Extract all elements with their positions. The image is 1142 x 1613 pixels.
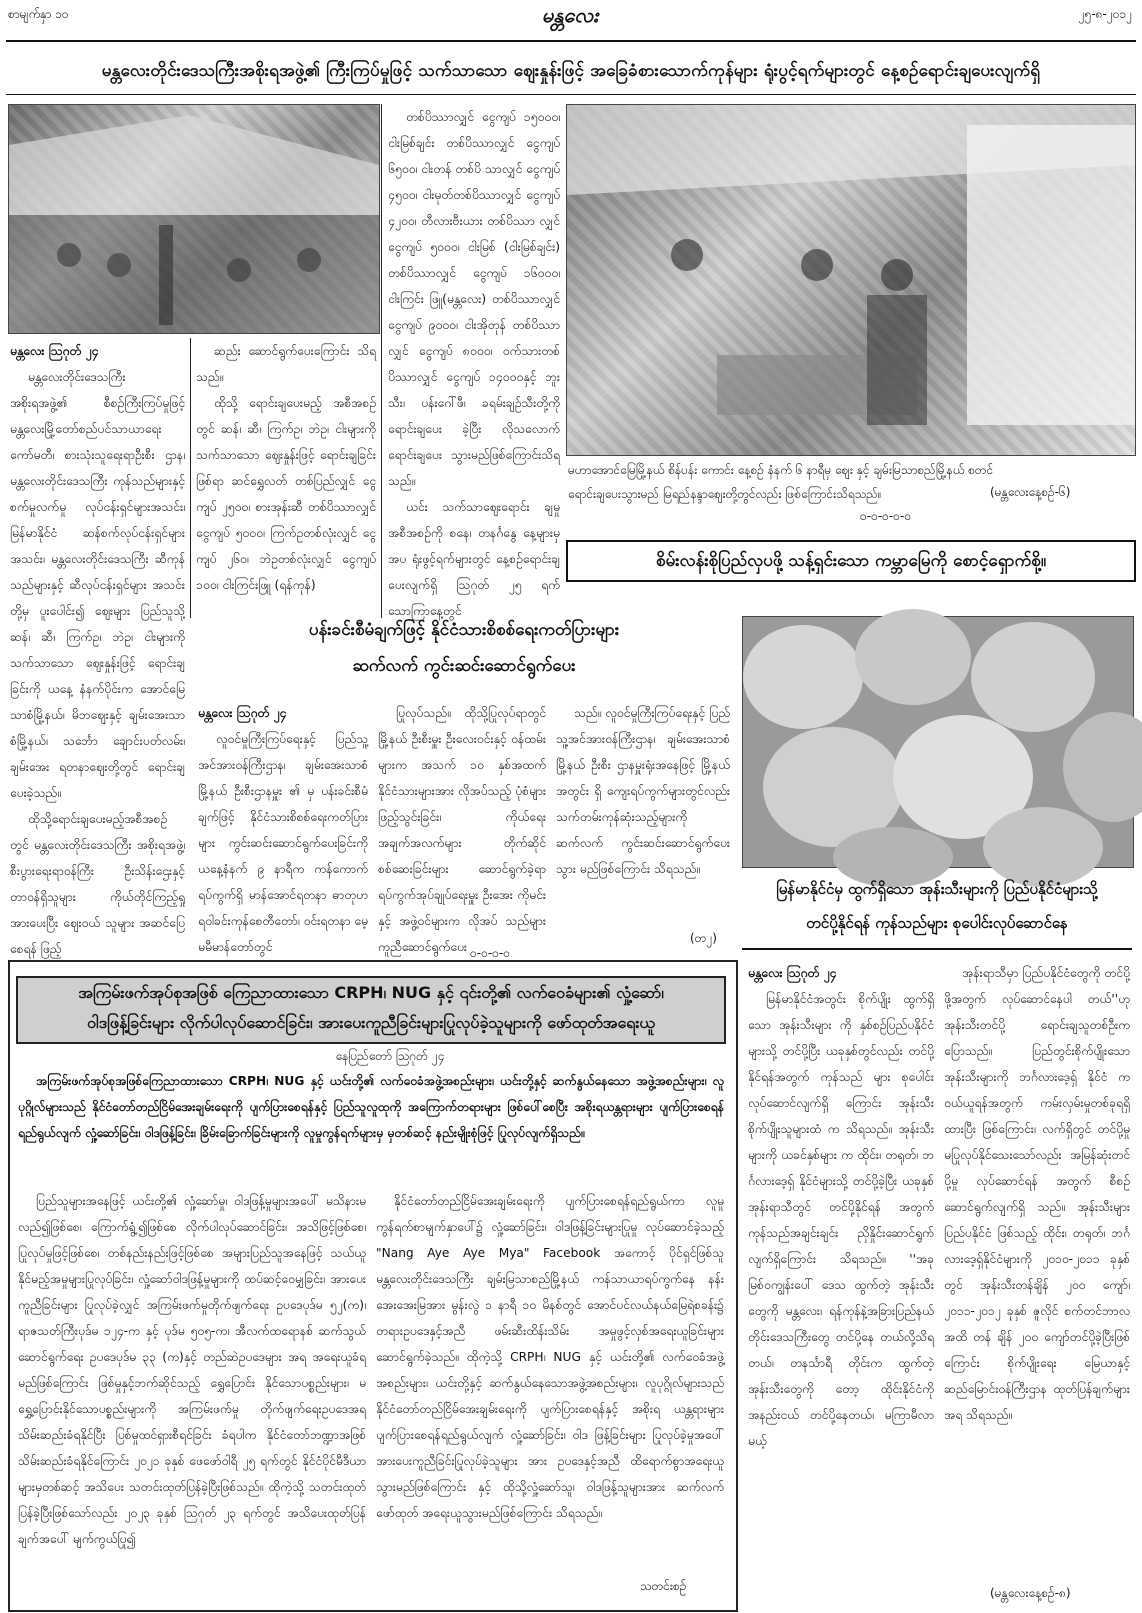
story3-column-2 (944, 960, 1130, 1580)
paragraph: နိုင်ငံတော်တည်ငြိမ်အေးချမ်းရေးကို ပျက်ပြားစေရန်ရည်ရွယ်ကာ လူမှုကွန်ရက်စာမျက်နှာပေါ်၌ လှုံ့ဆော်ခြင်း၊ ဝါဒဖြန့်ခြင်းများပြုမှု လုပ်ဆောင်ခဲ့သည့် "Nang Aye Aye Mya" Facebook အကောင့် ပိုင်ရှင်ဖြစ်သူ မန္တလေးတိုင်းဒေသကြီး ချမ်းမြသာစည်မြို့နယ် ကန်သာယာရပ်ကွက်နေ နန်းအေးအေးမြအား မွန်းလွဲ ၁ နာရီ ၁၀ မိနစ်တွင် အောင်ပင်လယ်နယ်မြေရဲစခန်း၌ တရားဥပဒေနှင့်အညီ ဖမ်းဆီးထိန်းသိမ်း အမှုဖွင့်လှစ်အရေးယူခြင်းများ ဆောင်ရွက်ခဲ့သည်။ ထိုကဲ့သို့ CRPH၊ NUG နှင့် ယင်းတို့၏ လက်ဝေခံအဖွဲ့အစည်းများ၊ ယင်းတို့နှင့် ဆက်နွယ်နေသောအဖွဲ့အစည်းများ၊ လူပုဂ္ဂိုလ်များသည် နိုင်ငံတော်တည်ငြိမ်အေးချမ်းရေးကို ပျက်ပြားစေရန်နှင့် အစိုးရ ယန္တရားများ ပျက်ပြားစေရန်ရည်ရွယ်လျက် လှုံ့ဆော်ခြင်း၊ ဝါဒ ဖြန့်ခြင်းများ ပြုလုပ်ခဲ့မှုအပေါ် အားပေးကူညီခြင်းပြုလုပ်ခဲ့သူများ အား ဥပဒေနှင့်အညီ ထိရောက်စွာအရေးယူသွားမည်ဖြစ်ကြောင်း နှင့် ထိုသို့လှုံ့ဆော်သူ၊ ဝါဒဖြန့်သူများအား ဆက်လက်ဖော်ထုတ် အရေးယူသွားမည်ဖြစ်ကြောင်း သိရသည်။ (376, 1194, 724, 1520)
officials-photo-caption: မဟာအောင်မြေမြို့နယ် စိန်ပန်း ကောင်း နေ့စဉ် နံနက် ၆ နာရီမှ ဈေး နှင့် ချမ်းမြသာစည်မြို့နယ် စတင် ရောင်းချပေးသွားမည် မြရည်နန္ဒာဈေးတို့တွင်လည်း ဖြစ်ကြောင်းသိရသည်။ (568, 463, 994, 501)
story3-dateline: မန္တလေး ဩဂုတ် ၂၄ (748, 966, 837, 980)
story4-column-1 (18, 1188, 366, 1600)
story4-credit: သတင်းစဉ် (640, 1579, 687, 1593)
headline-line: ပန်းခင်းစီမံချက်ဖြင့် နိုင်ငံသားစိစစ်ရေးကတ်ပြားများ (308, 620, 620, 640)
paragraph: ပြုလုပ်သည်။ ထိုသို့ပြုလုပ်ရာတွင် မြို့နယ် ဦးစီးမှူး ဦးလေးဝင်းနှင့် ဝန်ထမ်း များက အသက် ၁၀ နှစ်အထက် နိုင်ငံသားများအား လိုအပ်သည့် ပုံစံများဖြည့်သွင်းခြင်း၊ ကိုယ်ရေး အချက်အလက်များ တိုက်ဆိုင် စစ်ဆေးခြင်းများ ဆောင်ရွက်ခဲ့ရာ ရပ်ကွက်အုပ်ချုပ်ရေးမှူး ဦးအေး ကိုမင်းနှင့် အဖွဲ့ဝင်များက လိုအပ် သည်များ ကူညီဆောင်ရွက်ပေး (378, 706, 546, 954)
issue-date: ၂၅-၈-၂၀၁၂ (1078, 7, 1132, 21)
story1-column-3 (388, 104, 560, 618)
market-photo (8, 104, 380, 334)
headline-line: ဆက်လက် ကွင်းဆင်းဆောင်ရွက်ပေး (352, 656, 576, 676)
headline-line: မြန်မာနိုင်ငံမှ ထွက်ရှိသော အုန်းသီးများကို ပြည်ပနိုင်ငံများသို့ (776, 880, 1098, 898)
story1-headline: မန္တလေးတိုင်းဒေသကြီးအစိုးရအဖွဲ့၏ ကြီးကြပ်မှုဖြင့် သက်သာသော ဈေးနှုန်းဖြင့် အခြေခံစားသောက်ကုန်များ ရုံးပွင့်ရက်များတွင် နေ့စဉ်ရောင်းချပေးလျက်ရှိ (101, 61, 1041, 81)
paragraph: တစ်ပိဿာလျှင် ငွေကျပ် ၁၅၀၀၀၊ ငါးမြစ်ချင်း တစ်ပိဿာလျှင် ငွေကျပ် ၆၅၀၀၊ ငါးတန် တစ်ပိ သာလျှင် ငွေကျပ် ၄၅၀၀၊ ငါးမုတ်တစ်ပိဿာလျှင် ငွေကျပ် ၄၂၀၀၊ တီလားဗီးယား တစ်ပိဿာ လျှင် ငွေကျပ် ၅၀၀၀၊ ငါးမြစ် (ငါးမြစ်ချင်း) တစ်ပိဿာလျှင် ငွေကျပ် ၁၆၀၀၀၊ ငါးကြင်း ဖြူ(မန္တလေး) တစ်ပိဿာလျှင် ငွေကျပ် ၉၀၀၀၊ ငါးအိုတုန် တစ်ပိဿာလျှင် ငွေကျပ် ၈၀၀၀၊ ဝက်သားတစ်ပိဿာလျှင် ငွေကျပ် ၁၄၀၀၀နှင့် ဘူးသီး၊ ပန်းဂေါ်ဖီ၊ ခရမ်းချဉ်သီးတို့ကို ရောင်းချပေး ခဲ့ပြီး လိုသလောက် ရောင်းချပေး သွားမည်ဖြစ်ကြောင်းသိရသည်။ (388, 110, 560, 488)
story2-credit: (တ၂) (690, 931, 717, 945)
column-rule (190, 338, 191, 618)
end-mark: ၀-၀-၀-၀ (470, 946, 510, 960)
end-mark: ၀-၀-၀-၀-၀ (860, 509, 912, 523)
paragraph: အုန်းရာသီမှာ ပြည်ပနိုင်ငံတွေကို တင်ပို့ဖို့အတွက် လုပ်ဆောင်နေပါ တယ်''ဟု အုန်းသီးတင်ပို့ ရောင်းချသူတစ်ဦးကပြောသည်။ ပြည်တွင်းစိုက်ပျိုးသော အုန်းသီးများကို ဘင်္ဂလားဒေ့ရှ် နိုင်ငံ က ဝယ်ယူရန်အတွက် ကမ်းလှမ်းမှုတစ်ခုရရှိထားပြီး ဖြစ်ကြောင်း၊ လက်ရှိတွင် တင်ပို့မှု မပြုလုပ်နိုင်သေးသော်လည်း အမြန်ဆုံးတင်ပို့မှု လုပ်ဆောင်ရန် အတွက် စီစဉ်ဆောင်ရွက်လျက်ရှိ သည်။ အုန်းသီးများ ပြည်ပနိုင်ငံ ဖြစ်သည့် ထိုင်း၊ တရုတ်၊ ဘင်္ဂလားဒေ့ရှ်နိုင်ငံများကို ၂၀၁၀-၂၀၁၁ ခုနှစ်တွင် အုန်းသီးတန်ချိန် ၂၀၀ ကျော်၊ ၂၀၁၁-၂၀၁၂ ခုနှစ် ဇူလိုင် စက်တင်ဘာလအထိ တန် ချိန် ၂၀၀ ကျော်တင်ပို့ခဲ့ပြီးဖြစ် ကြောင်း စိုက်ပျိုးရေး မြေယာနှင့် ဆည်မြောင်းဝန်ကြီးဌာန ထုတ်ပြန်ချက်များအရ သိရသည်။ (944, 966, 1130, 1422)
story3-credit: (မန္တလေးနေ့စဉ်-၈) (990, 1586, 1071, 1600)
story4-column-2 (376, 1188, 724, 1558)
headline-line: အကြမ်းဖက်အုပ်စုအဖြစ် ကြေညာထားသော CRPH၊ NUG နှင့် ၎င်းတို့၏ လက်ဝေခံများ၏ လှုံ့ဆော်၊ (78, 983, 664, 1002)
paragraph: မြန်မာနိုင်ငံအတွင်း စိုက်ပျိုး ထွက်ရှိသော အုန်းသီးများ ကို နှစ်စဉ်ပြည်ပနိုင်ငံများသို့ တင်ပို့ပြီး ယခုနှစ်တွင်လည်း တင်ပို့နိုင်ရန်အတွက် ကုန်သည် များ စုပေါင်းလုပ်ဆောင်လျက်ရှိ ကြောင်း အုန်းသီးစိုက်ပျိုးသူများထံ က သိရသည်။ အုန်းသီးများကို ယခင်နှစ်များ က ထိုင်း၊ တရုတ်၊ ဘင်္ဂလားဒေ့ရှ် နိုင်ငံများသို့ တင်ပို့ခဲ့ပြီး ယခုနှစ် အုန်းရာသီတွင် တင်ပို့နိုင်ရန် အတွက် ကုန်သည်အချင်းချင်း ညှိနှိုင်းဆောင်ရွက်လျက်ရှိကြောင်း သိရသည်။ ''အခု မြစ်ဝကျွန်းပေါ် ဒေသ ထွက်တဲ့ အုန်းသီးတွေကို မန္တလေး၊ ရန်ကုန်နဲ့အခြားပြည်နယ် တိုင်းဒေသကြီးတွေ တင်ပို့နေ တယ်လို့သိရတယ်၊ တနင်္သာရီ တိုင်းက ထွက်တဲ့ အုန်းသီးတွေကို တော့ ထိုင်းနိုင်ငံကိုအနည်းငယ် တင်ပို့နေတယ်၊ မကြာမီလာမယ့် (748, 992, 934, 1448)
paragraph: ယင်း သက်သာဈေးရောင်း ချမှုအစီအစဉ်ကို စနေ၊ တနင်္ဂနွေ နေ့များမှအပ ရုံးဖွင့်ရက်များတွင် နေ့စဉ်ရောင်းချပေးလျက်ရှိ ဩဂုတ် ၂၅ ရက် သောကြာနေ့တွင် (388, 500, 560, 618)
story2-dateline: မန္တလေး ဩဂုတ် ၂၄ (198, 706, 287, 720)
story4-headline (16, 976, 726, 1044)
story3-headline (742, 872, 1132, 950)
paragraph: အကြမ်းဖက်အုပ်စုအဖြစ်ကြေညာထားသော CRPH၊ NUG နှင့် ယင်းတို့၏ လက်ဝေခံအဖွဲ့အစည်းများ၊ ယင်းတို့နှင့် ဆက်နွယ်နေသော အဖွဲ့အစည်းများ၊ လူပုဂ္ဂိုလ်များသည် နိုင်ငံတော်တည်ငြိမ်အေးချမ်းရေးကို ပျက်ပြားစေရန်နှင့် ပြည်သူလူထုကို အကြောက်တရားများ ဖြစ်ပေါ်စေပြီး အစိုးရယန္တရားများ ပျက်ပြားစေရန်ရည်ရွယ်လျက် လှုံ့ဆော်ခြင်း၊ ဝါဒဖြန့်ခြင်း၊ ခြိမ်းခြောက်ခြင်းများကို လူမှုကွန်ရက်များမှ မှတစ်ဆင့် နည်းမျိုးစုံဖြင့် ပြုလုပ်လျက်ရှိသည်။ (18, 1074, 724, 1140)
masthead-logo: မန္တလေး (541, 3, 599, 27)
story3-column-1 (748, 960, 934, 1604)
paragraph: ထိုသို့ရောင်းချပေးမည့်အစီအစဉ် တွင် မန္တလေးတိုင်းဒေသကြီး အစိုးရအဖွဲ့၊ စီးပွားရေးရာဝန်ကြီး ဦးသိန်းဌေးနှင့် တာဝန်ရှိသူများ ကိုယ်တိုင်ကြည့်ရှုအားပေးပြီး ဈေးဝယ် သူများ အဆင်ပြေစေရန် ဖြည့် (10, 812, 185, 956)
story4-dateline: နေပြည်တော် ဩဂုတ် ၂၄ (335, 1049, 445, 1063)
paragraph: ဆည်း ဆောင်ရွက်ပေးကြောင်း သိရသည်။ (196, 344, 376, 384)
paragraph: မန္တလေးတိုင်းဒေသကြီး အစိုးရအဖွဲ့၏ စီစဉ်ကြီးကြပ်မှုဖြင့် မန္တလေးမြို့တော်စည်ပင်သာယာရေး ကော်မတီ၊ စားသုံးသူရေးရာဦးစီး ဌာန၊ မန္တလေးတိုင်းဒေသကြီး ကုန်သည်များနှင့် စက်မှုလက်မှု လုပ်ငန်းရှင်များအသင်း၊ မြန်မာနိုင်ငံ ဆန်စက်လုပ်ငန်းရှင်များအသင်း၊ မန္တလေးတိုင်းဒေသကြီး ဆီကုန် သည်များနှင့် ဆီလုပ်ငန်းရှင်များ အသင်းတို့မှ ပူးပေါင်း၍ ဈေးများ ပြည်သူသို့ ဆန်၊ ဆီ၊ ကြက်ဥ၊ ဘဲဥ၊ ငါးများကို သက်သာသော ဈေးနှုန်းဖြင့် ရောင်းချခြင်းကို ယနေ့ နံနက်ပိုင်းက အောင်မြေ သာစံမြို့နယ်၊ မိဘဈေးနှင့် ချမ်းအေးသာစံမြို့နယ်၊ သင်္ဘော ချောင်းပတ်လမ်း၊ ချမ်းအေး ရတနာဈေးတို့တွင် ရောင်းချ ပေးခဲ့သည်။ (10, 370, 185, 800)
column-rule (381, 104, 382, 618)
headline-line: တင်ပို့နိုင်ရန် ကုန်သည်များ စုပေါင်းလုပ်ဆောင်နေ (806, 914, 1068, 932)
headline-line: ဝါဒဖြန့်ခြင်းများ လိုက်ပါလုပ်ဆောင်ခြင်း၊ အားပေးကူညီခြင်းများပြုလုပ်ခဲ့သူများကို ဖော်ထုတ်အရေးယူ (87, 1013, 655, 1032)
officials-photo (566, 104, 1136, 456)
story2-column-3 (556, 700, 730, 930)
paragraph: လူဝင်မှုကြီးကြပ်ရေးနှင့် ပြည်သူ့အင်အားဝန်ကြီးဌာန၊ ချမ်းအေးသာစံမြို့နယ် ဦးစီးဌာနမှူး ၏ မှ ပန်းခင်းစီမံချက်ဖြင့် နိုင်ငံသားစိစစ်ရေးကတ်ပြားများ ကွင်းဆင်းဆောင်ရွက်ပေးခြင်းကို ယနေ့နံနက် ၉ နာရီက ကန်ကောက် ရပ်ကွက်ရှိ မာန်အောင်ရတနာ ဓာတုဟရဝါခင်းကုန်စေတီတော်၊ ဝင်းရတနာ မေ့မမီမာန်တော်တွင် (198, 732, 368, 954)
coconut-photo (742, 616, 1134, 868)
story2-column-1 (198, 700, 368, 954)
story2-headline (196, 612, 732, 692)
paragraph: သည်။ လူဝင်မှုကြီးကြပ်ရေးနှင့် ပြည်သူ့အင်အားဝန်ကြီးဌာန၊ ချမ်းအေးသာစံမြို့နယ် ဦးစီး ဌာနမှူးရုံးအနေဖြင့် မြို့နယ်အတွင်း ရှိ ကျေးရပ်ကွက်များတွင်လည်း သက်တမ်းကုန်ဆုံးသည့်များကိုဆက်လက် ကွင်းဆင်းဆောင်ရွက်ပေးသွား မည်ဖြစ်ကြောင်း သိရသည်။ (556, 706, 730, 876)
divider (6, 94, 1136, 95)
story1-column-2 (196, 338, 376, 618)
photo-credit: (မန္တလေးနေ့စဉ်-၆) (990, 485, 1071, 499)
paragraph: ထိုသို့ ရောင်းချပေးမည့် အစီအစဉ်တွင် ဆန်၊ ဆီ၊ ကြက်ဥ၊ ဘဲဥ၊ ငါးများကို သက်သာသော ဈေးနှုန်းဖြင့် ရောင်းချခြင်းဖြစ်ရာ ဆင်ရွှေလတ် တစ်ပြည်လျှင် ငွေကျပ် ၂၅၀၀၊ စားအုန်းဆီ တစ်ပိဿာလျှင် ငွေကျပ် ၅၀၀၀၊ ကြက်ဥတစ်လုံးလျှင် ငွေကျပ် ၂၆၀၊ ဘဲဥတစ်လုံးလျှင် ငွေကျပ် ၁၀၀၊ ငါးကြင်းဖြူ (ရန်ကုန်) (196, 396, 376, 592)
story1-column-1 (10, 338, 185, 956)
slogan-box: စိမ်းလန်းစိုပြည်လှပဖို့ သန့်ရှင်းသော ကမ္ဘာမြေကို စောင့်ရှောက်စို့။ (566, 540, 1136, 582)
story1-dateline: မန္တလေး ဩဂုတ် ၂၄ (10, 344, 99, 358)
page-number: စာမျက်နှာ ၁၀ (8, 7, 69, 21)
story4-lead (18, 1068, 724, 1188)
header-rule (6, 40, 1136, 42)
paragraph: ပြည်သူများအနေဖြင့် ယင်းတို့၏ လှုံ့ဆော်မှု၊ ဝါဒဖြန့်မှုများအပေါ် မသိနားမလည်၍ဖြစ်စေ၊ ကြောက်ရွံ့၍ဖြစ်စေ လိုက်ပါလုပ်ဆောင်ခြင်း၊ အသိဖြင့်ဖြစ်စေ၊ ပြုလုပ်မှုဖြင့်ဖြစ်စေ၊ တစ်နည်းနည်းဖြင့်ဖြစ်စေ အများပြည်သူအနေဖြင့် သယ်ယူနိုင်မည့်အမှုများပြုလုပ်ခြင်း၊ လှုံ့ဆော်ဝါဒဖြန့်မှုများကို ထပ်ဆင့်ဝေမျှခြင်း၊ အားပေးကူညီခြင်းများ ပြုလုပ်ခဲ့လျှင် အကြမ်းဖက်မှုတိုက်ဖျက်ရေး ဥပဒေပုဒ်မ ၅၂(က)၊ ရာဇသတ်ကြီးပုဒ်မ ၁၂၄-က နှင့် ပုဒ်မ ၅၀၅-က၊ အီလက်ထရောနစ် ဆက်သွယ်ဆောင်ရွက်ရေး ဥပဒေပုဒ်မ ၃၃ (က)နှင့် တည်ဆဲဥပဒေများ အရ အရေးယူခံရမည်ဖြစ်ကြောင်း ဖြစ်မှုနှင့်ဘက်ဆိုင်သည့် ရွှေပြောင်း နိုင်သောပစ္စည်းများ၊ မရွှေ့ပြောင်းနိုင်သောပစ္စည်းများကို အကြမ်းဖက်မှု တိုက်ဖျက်ရေးဥပဒေအရ သိမ်းဆည်းခံရနိုင်ပြီး ပြစ်မှုထင်ရှားစီရင်ခြင်း ခံရပါက နိုင်ငံတော်ဘဏ္ဍာအဖြစ် သိမ်းဆည်းခံရနိုင်ကြောင်း ၂၀၂၁ ခုနှစ် ဖေဖော်ဝါရီ ၂၅ ရက်တွင် နိုင်ငံပိုင်မီဒီယာများမှတစ်ဆင့် အသိပေး သတင်းထုတ်ပြန်ခဲ့ပြီးဖြစ်သည်။ ထိုကဲ့သို့ သတင်းထုတ်ပြန်ခဲ့ပြီးဖြစ်သော်လည်း ၂၀၂၃ ခုနှစ် ဩဂုတ် ၂၃ ရက်တွင် အသိပေးထုတ်ပြန်ချက်အပေါ် မျက်ကွယ်ပြု၍ (18, 1194, 366, 1546)
